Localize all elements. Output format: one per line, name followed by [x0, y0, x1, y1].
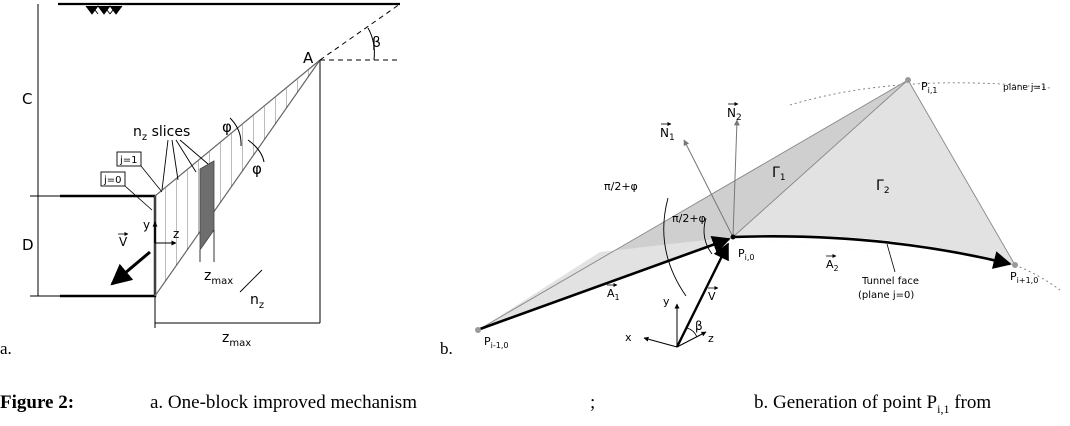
label-z-a: z [173, 227, 180, 241]
label-zmax-inner: $z_{max}$ [204, 268, 234, 287]
label-A1: $A_1$ [607, 287, 620, 302]
fraction-slash [240, 270, 262, 292]
label-nz-slices: $n_z$ slices [133, 124, 191, 143]
label-A2: $A_2$ [826, 258, 839, 273]
caption-figure-label: Figure 2: [0, 392, 75, 413]
point-Pim1 [475, 327, 481, 333]
label-j1: j=1 [120, 155, 138, 166]
label-angle-inner: π/2+φ [672, 212, 706, 225]
label-N2: $N_2$ [727, 106, 742, 123]
point-Pip1 [1012, 262, 1018, 268]
label-Gamma1: $\Gamma_1$ [772, 165, 786, 183]
label-Pip1: $P_{i+1,0}$ [1010, 270, 1039, 285]
caption-part-b [754, 392, 991, 417]
velocity-arrow-a [112, 252, 150, 284]
ground-hatch-icon [86, 6, 122, 14]
label-zmax-outer: $z_{max}$ [222, 330, 252, 349]
label-Gamma2: $\Gamma_2$ [876, 178, 890, 196]
panel-b [440, 77, 1060, 358]
label-beta-a: β [372, 35, 381, 51]
label-tunnel-face: Tunnel face [862, 276, 920, 287]
caption-part-b-suffix: from [949, 392, 992, 413]
label-plane-j1: plane j=1 [1003, 83, 1047, 93]
panel-b-letter: b. [440, 339, 453, 358]
label-Pim1: $P_{i-1,0}$ [484, 335, 509, 350]
label-plane-j0: (plane j=0) [858, 290, 915, 301]
caption-part-b-prefix: b. Generation of point P [754, 392, 938, 413]
point-Pi0 [731, 235, 736, 240]
label-j0: j=0 [104, 175, 122, 186]
point-Pi1 [905, 77, 911, 83]
label-angle-outer: π/2+φ [604, 180, 638, 193]
panel-a [0, 4, 400, 358]
j1-pointer [141, 166, 162, 192]
label-x-b: x [625, 331, 632, 344]
label-y-b: y [663, 295, 670, 308]
label-A: A [303, 49, 314, 67]
dark-slice [200, 161, 214, 250]
label-Pi0: $P_{i,0}$ [738, 247, 755, 262]
caption-part-a: a. One-block improved mechanism [150, 392, 417, 413]
label-Pi1: $P_{i,1}$ [921, 80, 938, 95]
dashed-extension-line [320, 4, 400, 60]
label-y-a: y [143, 218, 151, 232]
tunnel-outline [60, 196, 155, 296]
label-C: C [22, 90, 33, 108]
label-phi-mid: φ [252, 160, 262, 178]
mechanism-block [155, 60, 320, 296]
label-phi-top: φ [222, 118, 232, 136]
axis-x-b [644, 338, 677, 347]
caption-separator: ; [590, 392, 596, 413]
label-beta-b: β [695, 319, 703, 333]
panel-a-letter: a. [0, 339, 12, 358]
caption-part-b-sub: i,1 [937, 401, 950, 416]
j0-pointer [125, 186, 152, 210]
label-V-b: V [708, 290, 716, 303]
label-z-b: z [708, 332, 714, 345]
label-V-a: V [119, 235, 128, 249]
label-D: D [22, 236, 34, 254]
label-N1: $N_1$ [660, 126, 675, 143]
label-nz-bottom: $n_z$ [250, 292, 265, 311]
